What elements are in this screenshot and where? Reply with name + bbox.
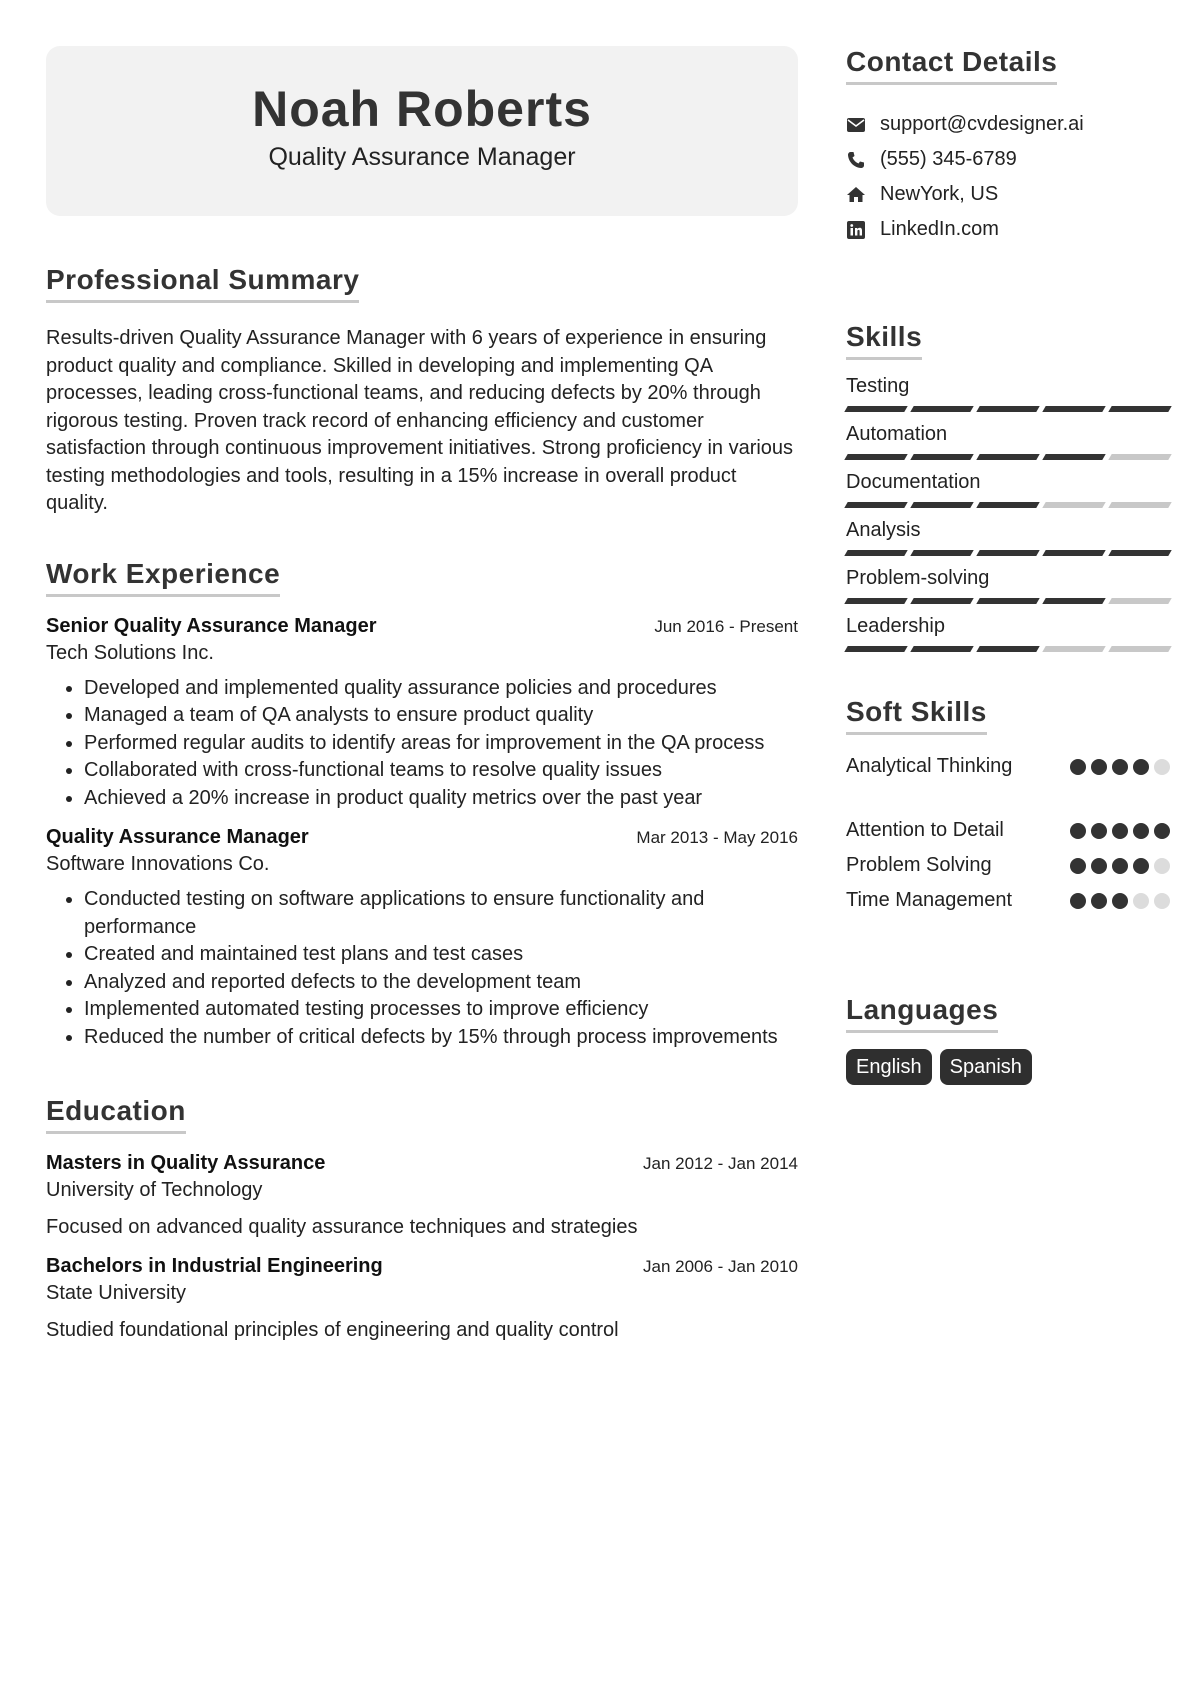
skill-level-bar (846, 550, 1170, 556)
skills-heading: Skills (846, 321, 922, 360)
contact-location (846, 177, 1170, 212)
skill-level-segment (976, 646, 1039, 652)
language-tag: English (846, 1049, 932, 1085)
job-bullet: • Performed regular audits to identify areas for improvement in the QA process (84, 730, 798, 758)
rating-dot (1070, 759, 1086, 775)
soft-skills-heading: Soft Skills (846, 696, 987, 735)
languages-heading: Languages (846, 994, 998, 1033)
linkedin-icon (846, 220, 866, 240)
education-entry (46, 1255, 798, 1342)
soft-skill-item (846, 883, 1170, 918)
skill-item (846, 518, 1170, 556)
rating-dot (1133, 858, 1149, 874)
envelope-icon (846, 115, 866, 135)
skill-level-segment (844, 598, 907, 604)
job-title: Quality Assurance Manager (46, 826, 309, 848)
skill-item (846, 614, 1170, 652)
contact-phone[interactable] (846, 142, 1170, 177)
rating-dot (1070, 823, 1086, 839)
job-bullet: • Achieved a 20% increase in product quality metrics over the past year (84, 785, 798, 813)
soft-skill-item (846, 848, 1170, 883)
skill-level-segment (976, 406, 1039, 412)
skill-item (846, 470, 1170, 508)
skill-level-segment (1108, 598, 1171, 604)
soft-skill-item (846, 813, 1170, 848)
soft-skill-name: Analytical Thinking (846, 755, 1013, 777)
job-bullet: • Collaborated with cross-functional teams to resolve quality issues (84, 757, 798, 785)
education-dates: Jan 2006 - Jan 2010 (642, 1257, 798, 1276)
job-bullet: • Developed and implemented quality assurance policies and procedures (84, 675, 798, 703)
skill-level-segment (1042, 598, 1105, 604)
rating-dot (1154, 893, 1170, 909)
soft-skill-name: Problem Solving (846, 854, 992, 876)
rating-dot (1112, 858, 1128, 874)
soft-skill-rating (1070, 759, 1170, 775)
skill-name: Problem-solving (846, 567, 990, 589)
rating-dot (1154, 858, 1170, 874)
job-bullet: • Managed a team of QA analysts to ensure product quality (84, 702, 798, 730)
contact-heading: Contact Details (846, 46, 1057, 85)
soft-skill-rating (1070, 823, 1170, 839)
skill-level-segment (976, 454, 1039, 460)
job-bullet: • Conducted testing on software applications to ensure functionality and performance (84, 886, 798, 941)
education-entry (46, 1152, 798, 1239)
job-bullet: • Analyzed and reported defects to the development team (84, 969, 798, 997)
soft-skill-rating (1070, 893, 1170, 909)
skill-level-segment (1042, 502, 1105, 508)
soft-skill-name: Time Management (846, 889, 1012, 911)
language-tag: Spanish (940, 1049, 1032, 1085)
skill-level-segment (976, 550, 1039, 556)
skill-level-segment (1042, 646, 1105, 652)
rating-dot (1112, 823, 1128, 839)
education-dates: Jan 2012 - Jan 2014 (642, 1154, 798, 1173)
job-dates: Jun 2016 - Present (654, 616, 798, 636)
contact-linkedin[interactable] (846, 212, 1170, 247)
job-entry (46, 615, 798, 813)
candidate-name: Noah Roberts (252, 81, 592, 137)
job-bullets (46, 675, 798, 813)
skill-level-segment (1108, 550, 1171, 556)
soft-skill-rating (1070, 858, 1170, 874)
skill-level-segment (844, 454, 907, 460)
skill-level-segment (910, 550, 973, 556)
linkedin-text: LinkedIn.com (880, 218, 999, 240)
skill-level-bar (846, 502, 1170, 508)
skill-level-segment (910, 646, 973, 652)
rating-dot (1154, 759, 1170, 775)
phone-icon (846, 150, 866, 170)
header-card (46, 46, 798, 216)
rating-dot (1091, 893, 1107, 909)
skill-level-bar (846, 598, 1170, 604)
job-bullet: • Implemented automated testing processes to improve efficiency (84, 996, 798, 1024)
skill-name: Testing (846, 375, 910, 397)
skill-level-bar (846, 406, 1170, 412)
skill-level-segment (910, 598, 973, 604)
skills-list (846, 374, 1170, 652)
job-company: Software Innovations Co. (46, 853, 270, 875)
school-name: State University (46, 1282, 187, 1304)
skill-level-segment (910, 454, 973, 460)
skill-name: Analysis (846, 519, 921, 541)
skill-level-segment (910, 406, 973, 412)
rating-dot (1112, 893, 1128, 909)
home-icon (846, 185, 866, 205)
skill-name: Leadership (846, 615, 945, 637)
skill-level-segment (1108, 502, 1171, 508)
education-description: Studied foundational principles of engineering and quality control (46, 1319, 619, 1341)
skill-name: Automation (846, 423, 948, 445)
skill-level-segment (1108, 646, 1171, 652)
rating-dot (1133, 759, 1149, 775)
skill-item (846, 422, 1170, 460)
job-entry (46, 826, 798, 1051)
job-company: Tech Solutions Inc. (46, 641, 214, 664)
soft-skills-list (846, 749, 1170, 918)
skill-level-segment (1042, 550, 1105, 556)
summary-heading: Professional Summary (46, 264, 359, 303)
skill-level-segment (1042, 406, 1105, 412)
degree-title: Masters in Quality Assurance (46, 1152, 326, 1174)
job-bullet: • Created and maintained test plans and test cases (84, 941, 798, 969)
rating-dot (1133, 823, 1149, 839)
job-title: Senior Quality Assurance Manager (46, 614, 377, 637)
sidebar-column (846, 46, 1170, 1085)
contact-email[interactable] (846, 107, 1170, 142)
work-heading: Work Experience (46, 558, 280, 597)
rating-dot (1091, 759, 1107, 775)
education-description: Focused on advanced quality assurance techniques and strategies (46, 1216, 638, 1238)
degree-title: Bachelors in Industrial Engineering (46, 1255, 383, 1277)
skill-item (846, 566, 1170, 604)
soft-skill-name: Attention to Detail (846, 819, 1004, 841)
rating-dot (1154, 823, 1170, 839)
education-heading: Education (46, 1095, 186, 1134)
skill-level-segment (1042, 454, 1105, 460)
rating-dot (1133, 893, 1149, 909)
location-text: NewYork, US (880, 183, 999, 205)
rating-dot (1091, 858, 1107, 874)
skill-item (846, 374, 1170, 412)
skill-level-segment (844, 406, 907, 412)
skill-level-segment (844, 550, 907, 556)
email-text: support@cvdesigner.ai (880, 113, 1084, 135)
skill-level-bar (846, 454, 1170, 460)
job-bullet: • Reduced the number of critical defects by 15% through process improvements (84, 1024, 798, 1052)
skill-level-segment (976, 598, 1039, 604)
candidate-role: Quality Assurance Manager (268, 143, 576, 171)
contact-list (846, 107, 1170, 247)
skill-level-segment (844, 502, 907, 508)
skill-level-segment (1108, 406, 1171, 412)
skill-level-bar (846, 646, 1170, 652)
rating-dot (1112, 759, 1128, 775)
languages-list (846, 1049, 1170, 1085)
skill-level-segment (844, 646, 907, 652)
rating-dot (1070, 858, 1086, 874)
school-name: University of Technology (46, 1179, 263, 1201)
main-column (46, 46, 798, 1342)
rating-dot (1070, 893, 1086, 909)
job-dates: Mar 2013 - May 2016 (636, 828, 798, 847)
skill-name: Documentation (846, 471, 981, 493)
summary-text: Results-driven Quality Assurance Manager with 6 years of experience in ensuring product quality and compliance. Skilled in developing and implementing QA processes, leading cross-functional teams, and reducing defects by 20% through rigorous testing. Proven track record of enhancing efficiency and customer satisfaction through continuous improvement initiatives. Strong proficiency in various testing methodologies and tools, resulting in a 15% increase in overall product quality. (46, 327, 794, 514)
rating-dot (1091, 823, 1107, 839)
job-bullets (46, 886, 798, 1051)
soft-skill-item (846, 749, 1170, 784)
skill-level-segment (910, 502, 973, 508)
skill-level-segment (1108, 454, 1171, 460)
skill-level-segment (976, 502, 1039, 508)
phone-text: (555) 345-6789 (880, 148, 1017, 170)
